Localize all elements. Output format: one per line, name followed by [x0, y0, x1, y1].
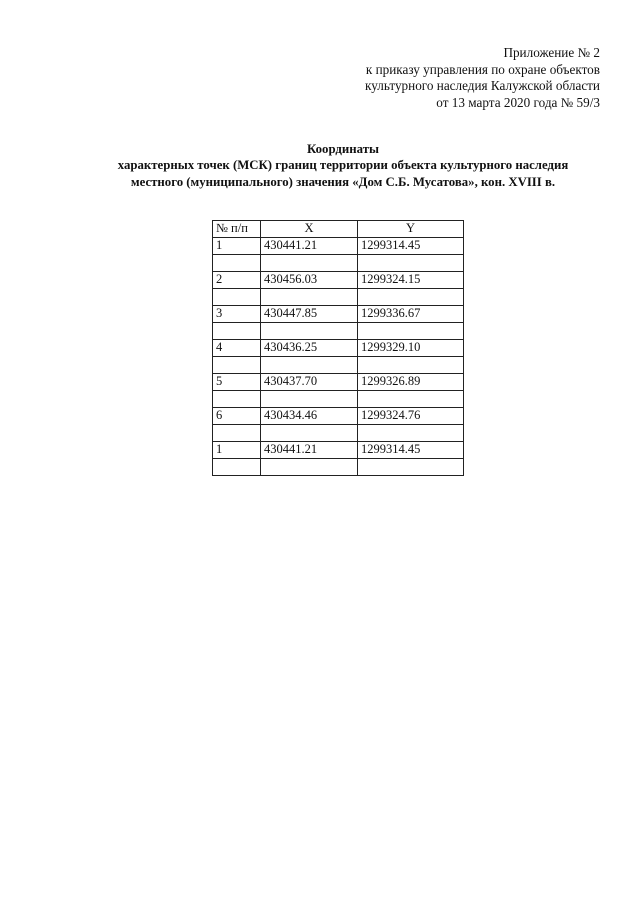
title-line: Координаты	[307, 142, 379, 156]
cell-y: 1299314.45	[358, 442, 464, 459]
cell-num: 6	[213, 408, 261, 425]
document-title	[86, 141, 600, 190]
coordinates-table	[212, 220, 464, 476]
cell-x: 430434.46	[261, 408, 358, 425]
header-x: X	[261, 221, 358, 238]
cell-x: 430441.21	[261, 238, 358, 255]
cell-num: 2	[213, 272, 261, 289]
header-num: № п/п	[213, 221, 261, 238]
table-row	[213, 374, 464, 391]
table-spacer-row	[213, 391, 464, 408]
cell-y: 1299336.67	[358, 306, 464, 323]
cell-y: 1299314.45	[358, 238, 464, 255]
cell-x: 430456.03	[261, 272, 358, 289]
title-line: характерных точек (МСК) границ территории объекта культурного наследия	[117, 158, 569, 173]
table-row	[213, 408, 464, 425]
cell-x: 430447.85	[261, 306, 358, 323]
table-row	[213, 442, 464, 459]
appendix-line: культурного наследия Калужской области	[365, 78, 600, 93]
cell-y: 1299326.89	[358, 374, 464, 391]
cell-num: 1	[213, 442, 261, 459]
table-spacer-row	[213, 425, 464, 442]
table-row	[213, 272, 464, 289]
table-spacer-row	[213, 289, 464, 306]
appendix-header	[365, 45, 600, 111]
cell-y: 1299324.15	[358, 272, 464, 289]
cell-num: 4	[213, 340, 261, 357]
table-spacer-row	[213, 255, 464, 272]
cell-num: 3	[213, 306, 261, 323]
table-row	[213, 238, 464, 255]
table-spacer-row	[213, 459, 464, 476]
cell-num: 1	[213, 238, 261, 255]
cell-y: 1299329.10	[358, 340, 464, 357]
table-spacer-row	[213, 323, 464, 340]
table-row	[213, 340, 464, 357]
appendix-line: от 13 марта 2020 года № 59/3	[436, 94, 600, 110]
header-y: Y	[358, 221, 464, 238]
appendix-line: Приложение № 2	[503, 45, 600, 60]
cell-y: 1299324.76	[358, 408, 464, 425]
cell-x: 430437.70	[261, 374, 358, 391]
cell-x: 430436.25	[261, 340, 358, 357]
table-spacer-row	[213, 357, 464, 374]
cell-num: 5	[213, 374, 261, 391]
title-line: местного (муниципального) значения «Дом С.Б. Мусатова», кон. XVIII в.	[130, 174, 556, 189]
table-row	[213, 306, 464, 323]
appendix-line: к приказу управления по охране объектов	[365, 61, 600, 77]
table-header-row	[213, 221, 464, 238]
cell-x: 430441.21	[261, 442, 358, 459]
